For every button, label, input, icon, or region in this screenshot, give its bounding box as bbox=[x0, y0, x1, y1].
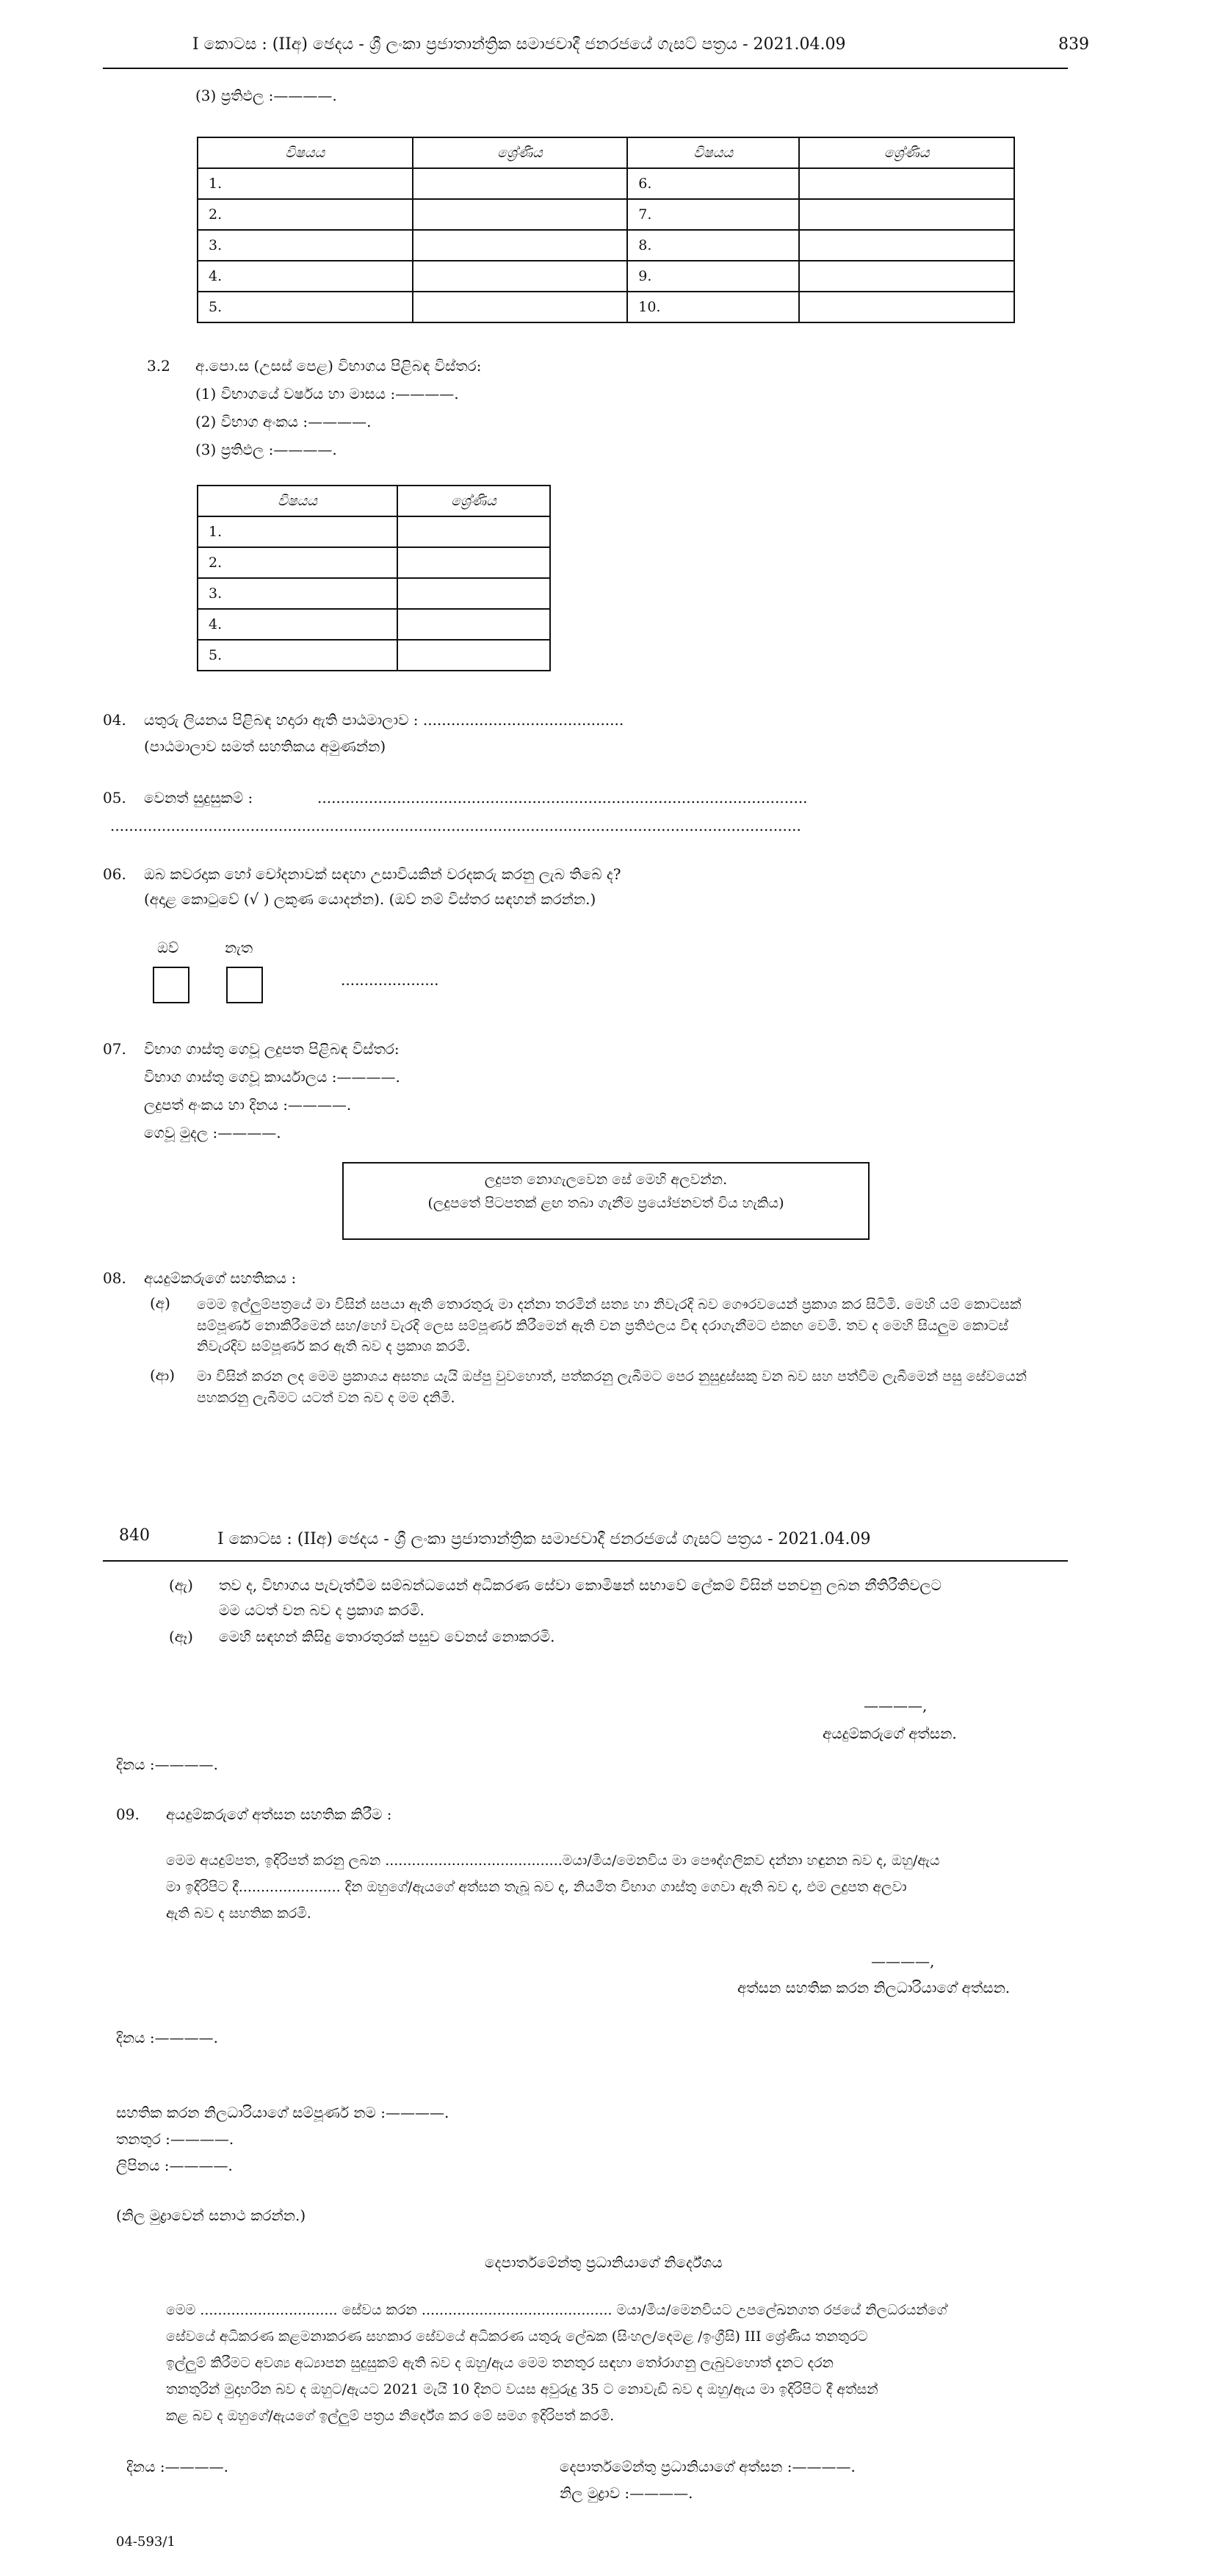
grade-cell[interactable] bbox=[397, 516, 550, 547]
section-number-04: 04. bbox=[103, 711, 126, 729]
recommendation-text-2: සේවයේ අධිකරණ කළමනාකරණ සහකාර සේවයේ අධිකරණ යතුරු ලේඛක (සිංහල/දෙමළ /ඉංග්‍රීසි) III ශ්‍රේණිය තනතුරට bbox=[166, 2328, 868, 2345]
no-label: නැත bbox=[225, 939, 253, 956]
al-results-line: (3) ප්‍රතිඵල :————. bbox=[195, 441, 337, 458]
table-row bbox=[198, 516, 550, 547]
grade-cell[interactable] bbox=[799, 168, 1014, 199]
section-number-08: 08. bbox=[103, 1269, 126, 1287]
section-number-09: 09. bbox=[116, 1805, 140, 1823]
certifying-officer-post-field[interactable]: තනතුර :————. bbox=[116, 2130, 234, 2148]
subject-cell[interactable]: 8. bbox=[627, 230, 799, 261]
grade-cell[interactable] bbox=[397, 547, 550, 578]
subject-cell[interactable]: 7. bbox=[627, 199, 799, 230]
recommendation-text-4: තනතුරින් මුදාහරින බව ද ඔහුට/ඇයට 2021 මැයි 10 දිනට වයස අවුරුදු 35 ට නොවැඩි බව ද ඔහු/ඇය මා ඉදිරිපිට දී අත්සන් bbox=[166, 2381, 878, 2398]
table-header: විෂයය bbox=[627, 137, 799, 168]
subject-cell[interactable]: 4. bbox=[198, 609, 397, 640]
results-table-ol bbox=[197, 137, 1015, 323]
section-number-05: 05. bbox=[103, 789, 126, 807]
table-row bbox=[198, 640, 550, 671]
table-header: ශ්‍රේණිය bbox=[413, 137, 628, 168]
declaration-item-ae-mark: (ඇ) bbox=[169, 1576, 193, 1594]
subject-cell[interactable]: 2. bbox=[198, 547, 397, 578]
table-row bbox=[198, 199, 1014, 230]
department-head-recommendation-title: දෙපාර්තමේන්තු ප්‍රධානියාගේ නිර්දේශය bbox=[485, 2254, 723, 2271]
receipt-note-line-2: (ලදුපතේ පිටපතක් ළඟ තබා ගැනීම ප්‍රයෝජනවත් විය හැකිය) bbox=[427, 1195, 784, 1212]
page-number: 839 bbox=[1058, 35, 1089, 54]
typing-course-note: (පාඨමාලාව සමත් සහතිකය අමුණන්න) bbox=[144, 737, 386, 755]
al-exam-index-field[interactable]: (2) විභාග අංකය :————. bbox=[195, 413, 372, 430]
applicant-signature-label: අයදුම්කරුගේ අත්සන. bbox=[823, 1725, 957, 1742]
receipt-note-line-1: ලදුපත නොගැලවෙන සේ මෙහි අලවන්න. bbox=[484, 1172, 728, 1188]
subject-cell[interactable]: 9. bbox=[627, 261, 799, 292]
subject-cell[interactable]: 5. bbox=[198, 640, 397, 671]
table-row bbox=[198, 168, 1014, 199]
table-row bbox=[198, 578, 550, 609]
subject-cell[interactable]: 2. bbox=[198, 199, 413, 230]
table-row bbox=[198, 292, 1014, 322]
table-header: විෂයය bbox=[198, 137, 413, 168]
table-row bbox=[198, 547, 550, 578]
subject-cell[interactable]: 1. bbox=[198, 168, 413, 199]
applicant-signature-field[interactable]: ————, bbox=[864, 1697, 928, 1714]
grade-cell[interactable] bbox=[413, 199, 628, 230]
other-qualifications-field-2[interactable]: .................................................................................................................................................... bbox=[110, 817, 801, 834]
recommendation-text-3: ඉල්ලුම් කිරීමට අවශ්‍ය අධ්‍යාපන සුදුසුකම් ඇති බව ද ඔහු/ඇය මෙම තනතුර සඳහා තෝරාගනු ලැබුවහොත් දැනට දරන bbox=[166, 2355, 834, 2371]
subject-cell[interactable]: 3. bbox=[198, 230, 413, 261]
subject-cell[interactable]: 4. bbox=[198, 261, 413, 292]
official-stamp-field[interactable]: නිල මුද්‍රාව :————. bbox=[560, 2484, 693, 2502]
signature-certification-text-1: මෙම අයදුම්පත, ඉදිරිපත් කරනු ලබන ........................................මයා/මිය/මෙනවිය මා පෞද්ගලිකව දන්නා හඳුනන බව ද, ඔහු/ඇය bbox=[166, 1852, 940, 1869]
table-header: විෂයය bbox=[198, 486, 397, 516]
amount-paid-field[interactable]: ගෙවූ මුදල :————. bbox=[144, 1124, 281, 1141]
grade-cell[interactable] bbox=[799, 261, 1014, 292]
fee-receipt-title: විභාග ගාස්තු ගෙවූ ලදුපත පිළිබඳ විස්තර: bbox=[144, 1040, 400, 1058]
typing-course-field[interactable]: යතුරු ලියනය පිළිබඳ හදාරා ඇති පාඨමාලාව : ........................................... bbox=[144, 711, 624, 729]
receipt-number-date-field[interactable]: ලදුපත් අංකය හා දිනය :————. bbox=[144, 1096, 352, 1114]
al-exam-year-field[interactable]: (1) විභාගයේ වර්ෂය හා මාසය :————. bbox=[195, 385, 459, 403]
table-header: ශ්‍රේණිය bbox=[799, 137, 1014, 168]
other-qualifications-field[interactable]: ......................................................................................................... bbox=[317, 789, 808, 807]
officer-signature-field[interactable]: ————, bbox=[871, 1952, 935, 1970]
declaration-item-aa-text: මා විසින් කරන ලද මෙම ප්‍රකාශය අසත්‍ය යැයි ඔප්පු වුවහොත්, පත්කරනු ලැබීමට පෙර නුසුදුස්සකු වන බව සහ පත්වීම ලැබීමෙන් පසු සේවයෙන් පහකරනු ලැබීමට යටත් වන බව ද මම දනිමි. bbox=[197, 1368, 1027, 1406]
department-head-signature-field[interactable]: දෙපාර්තමේන්තු ප්‍රධානියාගේ අත්සන :————. bbox=[560, 2458, 856, 2475]
subject-cell[interactable]: 6. bbox=[627, 168, 799, 199]
declaration-item-a-text: මෙම ඉල්ලුම්පත්‍රයේ මා විසින් සපයා ඇති තොරතුරු මා දන්නා තරමින් සත්‍ය හා නිවැරදි බව ගෞරවයෙන් ප්‍රකාශ කර සිටිමි. මෙහි යම් කොටසක් සම්පූර්ණ නොකිරීමෙන් සහ/හෝ වැරදි ලෙස සම්පූර්ණ කිරීමෙන් ඇති වන ප්‍රතිඵලය විඳ දරාගැනීමට එකඟ වෙමි. තව ද මෙහි සියලුම කොටස් නිවැරදිව සම්පූර්ණ කර ඇති බව ද ප්‍රකාශ කරමි. bbox=[197, 1296, 1022, 1354]
declaration-item-aa-mark: (ආ) bbox=[150, 1366, 176, 1384]
page-header-title: I කොටස : (IIඅ) ඡෙදය - ශ්‍රී ලංකා ප්‍රජාතාන්ත්‍රික සමාජවාදී ජනරජයේ ගැසට් පත්‍රය - 2021.04.09 bbox=[217, 1530, 871, 1548]
receipt-paste-box[interactable] bbox=[342, 1162, 870, 1240]
table-row bbox=[198, 609, 550, 640]
officer-date-field[interactable]: දිනය :————. bbox=[116, 2029, 218, 2046]
table-row bbox=[198, 261, 1014, 292]
grade-cell[interactable] bbox=[413, 292, 628, 322]
subject-cell[interactable]: 1. bbox=[198, 516, 397, 547]
no-checkbox[interactable] bbox=[226, 967, 263, 1003]
grade-cell[interactable] bbox=[397, 640, 550, 671]
result-line: (3) ප්‍රතිඵල :————. bbox=[195, 87, 337, 104]
officer-signature-label: අත්සන සහතික කරන නිලධාරියාගේ අත්සන. bbox=[737, 1979, 1011, 1996]
header-rule bbox=[103, 1560, 1068, 1562]
conviction-details-field[interactable]: ..................... bbox=[341, 971, 439, 989]
applicant-declaration-title: අයදුම්කරුගේ සහතිකය : bbox=[144, 1269, 297, 1287]
header-rule bbox=[103, 68, 1068, 69]
recommendation-text-5: කළ බව ද ඔහුගේ/ඇයගේ ඉල්ලුම් පත්‍රය නිර්දේශ කර මේ සමග ඉදිරිපත් කරමි. bbox=[166, 2408, 615, 2424]
results-table-al bbox=[197, 485, 551, 671]
department-head-date-field[interactable]: දිනය :————. bbox=[126, 2458, 228, 2475]
footer-code: 04-593/1 bbox=[116, 2534, 176, 2550]
section-number-06: 06. bbox=[103, 865, 126, 883]
conviction-instruction: (අදාළ කොටුවේ (√ ) ලකුණ යොදන්න). (ඔව් නම් විස්තර සඳහන් කරන්න.) bbox=[144, 890, 596, 908]
section-number-07: 07. bbox=[103, 1040, 126, 1058]
table-header: ශ්‍රේණිය bbox=[397, 486, 550, 516]
declaration-item-ae2-mark: (ඈ) bbox=[169, 1628, 193, 1645]
section-title-al: අ.පො.ස (උසස් පෙළ) විභාගය පිළිබඳ විස්තර: bbox=[195, 357, 482, 375]
signature-certification-text-2: මා ඉදිරිපිට දී....................... දින ඔහුගේ/ඇයගේ අත්සන තැබූ බව ද, නියමිත විභාග ගාස්තු ගෙවා ඇති බව ද, එම ලදුපත අලවා bbox=[166, 1879, 907, 1895]
grade-cell[interactable] bbox=[397, 578, 550, 609]
subject-cell[interactable]: 5. bbox=[198, 292, 413, 322]
grade-cell[interactable] bbox=[799, 199, 1014, 230]
grade-cell[interactable] bbox=[397, 609, 550, 640]
grade-cell[interactable] bbox=[413, 230, 628, 261]
fee-office-field[interactable]: විභාග ගාස්තු ගෙවූ කාර්යාලය :————. bbox=[144, 1068, 400, 1086]
conviction-question: ඔබ කවරදාක හෝ චෝදනාවක් සඳහා උසාවියකින් වරදකරු කරනු ලැබ තිබේ ද? bbox=[144, 865, 621, 883]
declaration-item-ae2-text: මෙහි සඳහන් කිසිදු තොරතුරක් පසුව වෙනස් නොකරමි. bbox=[219, 1628, 555, 1645]
applicant-date-field[interactable]: දිනය :————. bbox=[116, 1756, 218, 1773]
certifying-officer-address-field[interactable]: ලිපිනය :————. bbox=[116, 2157, 233, 2174]
signature-certification-title: අයදුම්කරුගේ අත්සන සහතික කිරීම : bbox=[166, 1805, 392, 1823]
declaration-item-ae-text-2: මම යටත් වන බව ද ප්‍රකාශ කරමි. bbox=[219, 1601, 424, 1619]
signature-certification-text-3: ඇති බව ද සහතික කරමි. bbox=[166, 1905, 311, 1922]
certifying-officer-name-field[interactable]: සහතික කරන නිලධාරියාගේ සම්පූර්ණ නම :————. bbox=[116, 2104, 449, 2121]
declaration-item-ae-text: තව ද, විභාගය පැවැත්වීම සම්බන්ධයෙන් අධිකරණ සේවා කොමිෂන් සභාවේ ලේකම් විසින් පනවනු ලබන නීතිරීතිවලට bbox=[219, 1576, 942, 1594]
official-stamp-note: (නිල මුද්‍රාවෙන් සනාථ කරන්න.) bbox=[116, 2207, 306, 2224]
declaration-item-a-mark: (අ) bbox=[150, 1294, 170, 1312]
yes-label: ඔව් bbox=[157, 939, 179, 956]
section-number-3-2: 3.2 bbox=[147, 357, 170, 375]
recommendation-text-1: මෙම ............................... සේවය කරන ........................................... මයා/මිය/මෙනවියට උපලේඛනගත රජයේ නිලධරයන්ගේ bbox=[166, 2302, 947, 2318]
subject-cell[interactable]: 10. bbox=[627, 292, 799, 322]
grade-cell[interactable] bbox=[413, 261, 628, 292]
other-qualifications-label: වෙනත් සුදුසුකම් : bbox=[144, 789, 253, 807]
table-row bbox=[198, 230, 1014, 261]
grade-cell[interactable] bbox=[799, 230, 1014, 261]
grade-cell[interactable] bbox=[413, 168, 628, 199]
grade-cell[interactable] bbox=[799, 292, 1014, 322]
page-number: 840 bbox=[119, 1526, 150, 1545]
yes-checkbox[interactable] bbox=[153, 967, 189, 1003]
subject-cell[interactable]: 3. bbox=[198, 578, 397, 609]
page-header-title: I කොටස : (IIඅ) ඡෙදය - ශ්‍රී ලංකා ප්‍රජාතාන්ත්‍රික සමාජවාදී ජනරජයේ ගැසට් පත්‍රය - 2021.04.09 bbox=[192, 35, 846, 54]
